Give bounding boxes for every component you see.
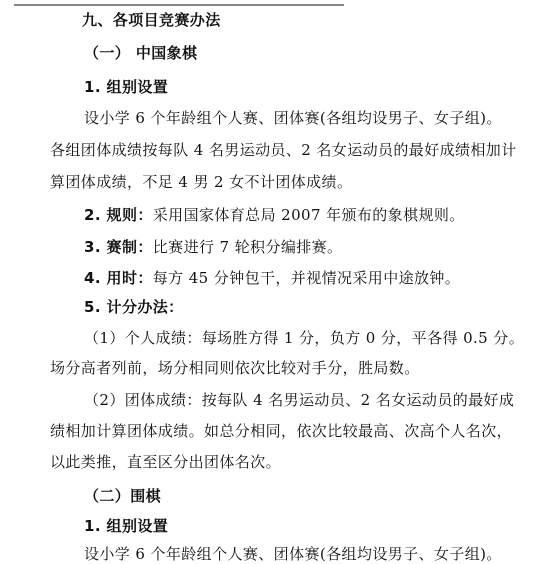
paragraph-line: 场分高者列前，场分相同则依次比较对手分，胜局数。 [50, 359, 420, 377]
format-text: 比赛进行 7 轮积分编排赛。 [152, 238, 343, 256]
heading-group-setup: 1. 组别设置 [84, 78, 169, 96]
paragraph-line: 算团体成绩，不足 4 男 2 女不计团体成绩。 [50, 173, 353, 191]
paragraph-line: 设小学 6 个年龄组个人赛、团体赛(各组均设男子、女子组)。 [84, 545, 502, 563]
time-text: 每方 45 分钟包干，并视情况采用中途放钟。 [152, 269, 461, 287]
section-title: 九、各项目竞赛办法 [82, 11, 221, 29]
paragraph-line: 以此类推，直至区分出团体名次。 [50, 453, 282, 471]
format-item [84, 237, 342, 257]
cut-off-top-line [14, 0, 344, 6]
time-label: 4. 用时： [84, 269, 153, 287]
heading-group-setup: 1. 组别设置 [84, 517, 169, 535]
subsection-title-go: （二）围棋 [84, 487, 162, 505]
paragraph-line: 绩相加计算团体成绩。如总分相同，依次比较最高、次高个人名次， [50, 422, 513, 440]
format-label: 3. 赛制： [84, 238, 153, 256]
heading-scoring: 5. 计分办法： [84, 298, 184, 316]
time-item [84, 268, 460, 288]
subsection-title-chess: （一） 中国象棋 [84, 44, 198, 62]
paragraph-line: 各组团体成绩按每队 4 名男运动员、2 名女运动员的最好成绩相加计 [50, 141, 517, 159]
paragraph-line: （1）个人成绩：每场胜方得 1 分，负方 0 分，平各得 0.5 分。 [84, 329, 525, 347]
paragraph-line: （2）团体成绩：按每队 4 名男运动员、2 名女运动员的最好成 [84, 391, 515, 409]
paragraph-line: 设小学 6 个年龄组个人赛、团体赛(各组均设男子、女子组)。 [84, 109, 502, 127]
rules-label: 2. 规则： [84, 206, 153, 224]
rules-text: 采用国家体育总局 2007 年颁布的象棋规则。 [152, 206, 465, 224]
rules-item [84, 205, 465, 225]
